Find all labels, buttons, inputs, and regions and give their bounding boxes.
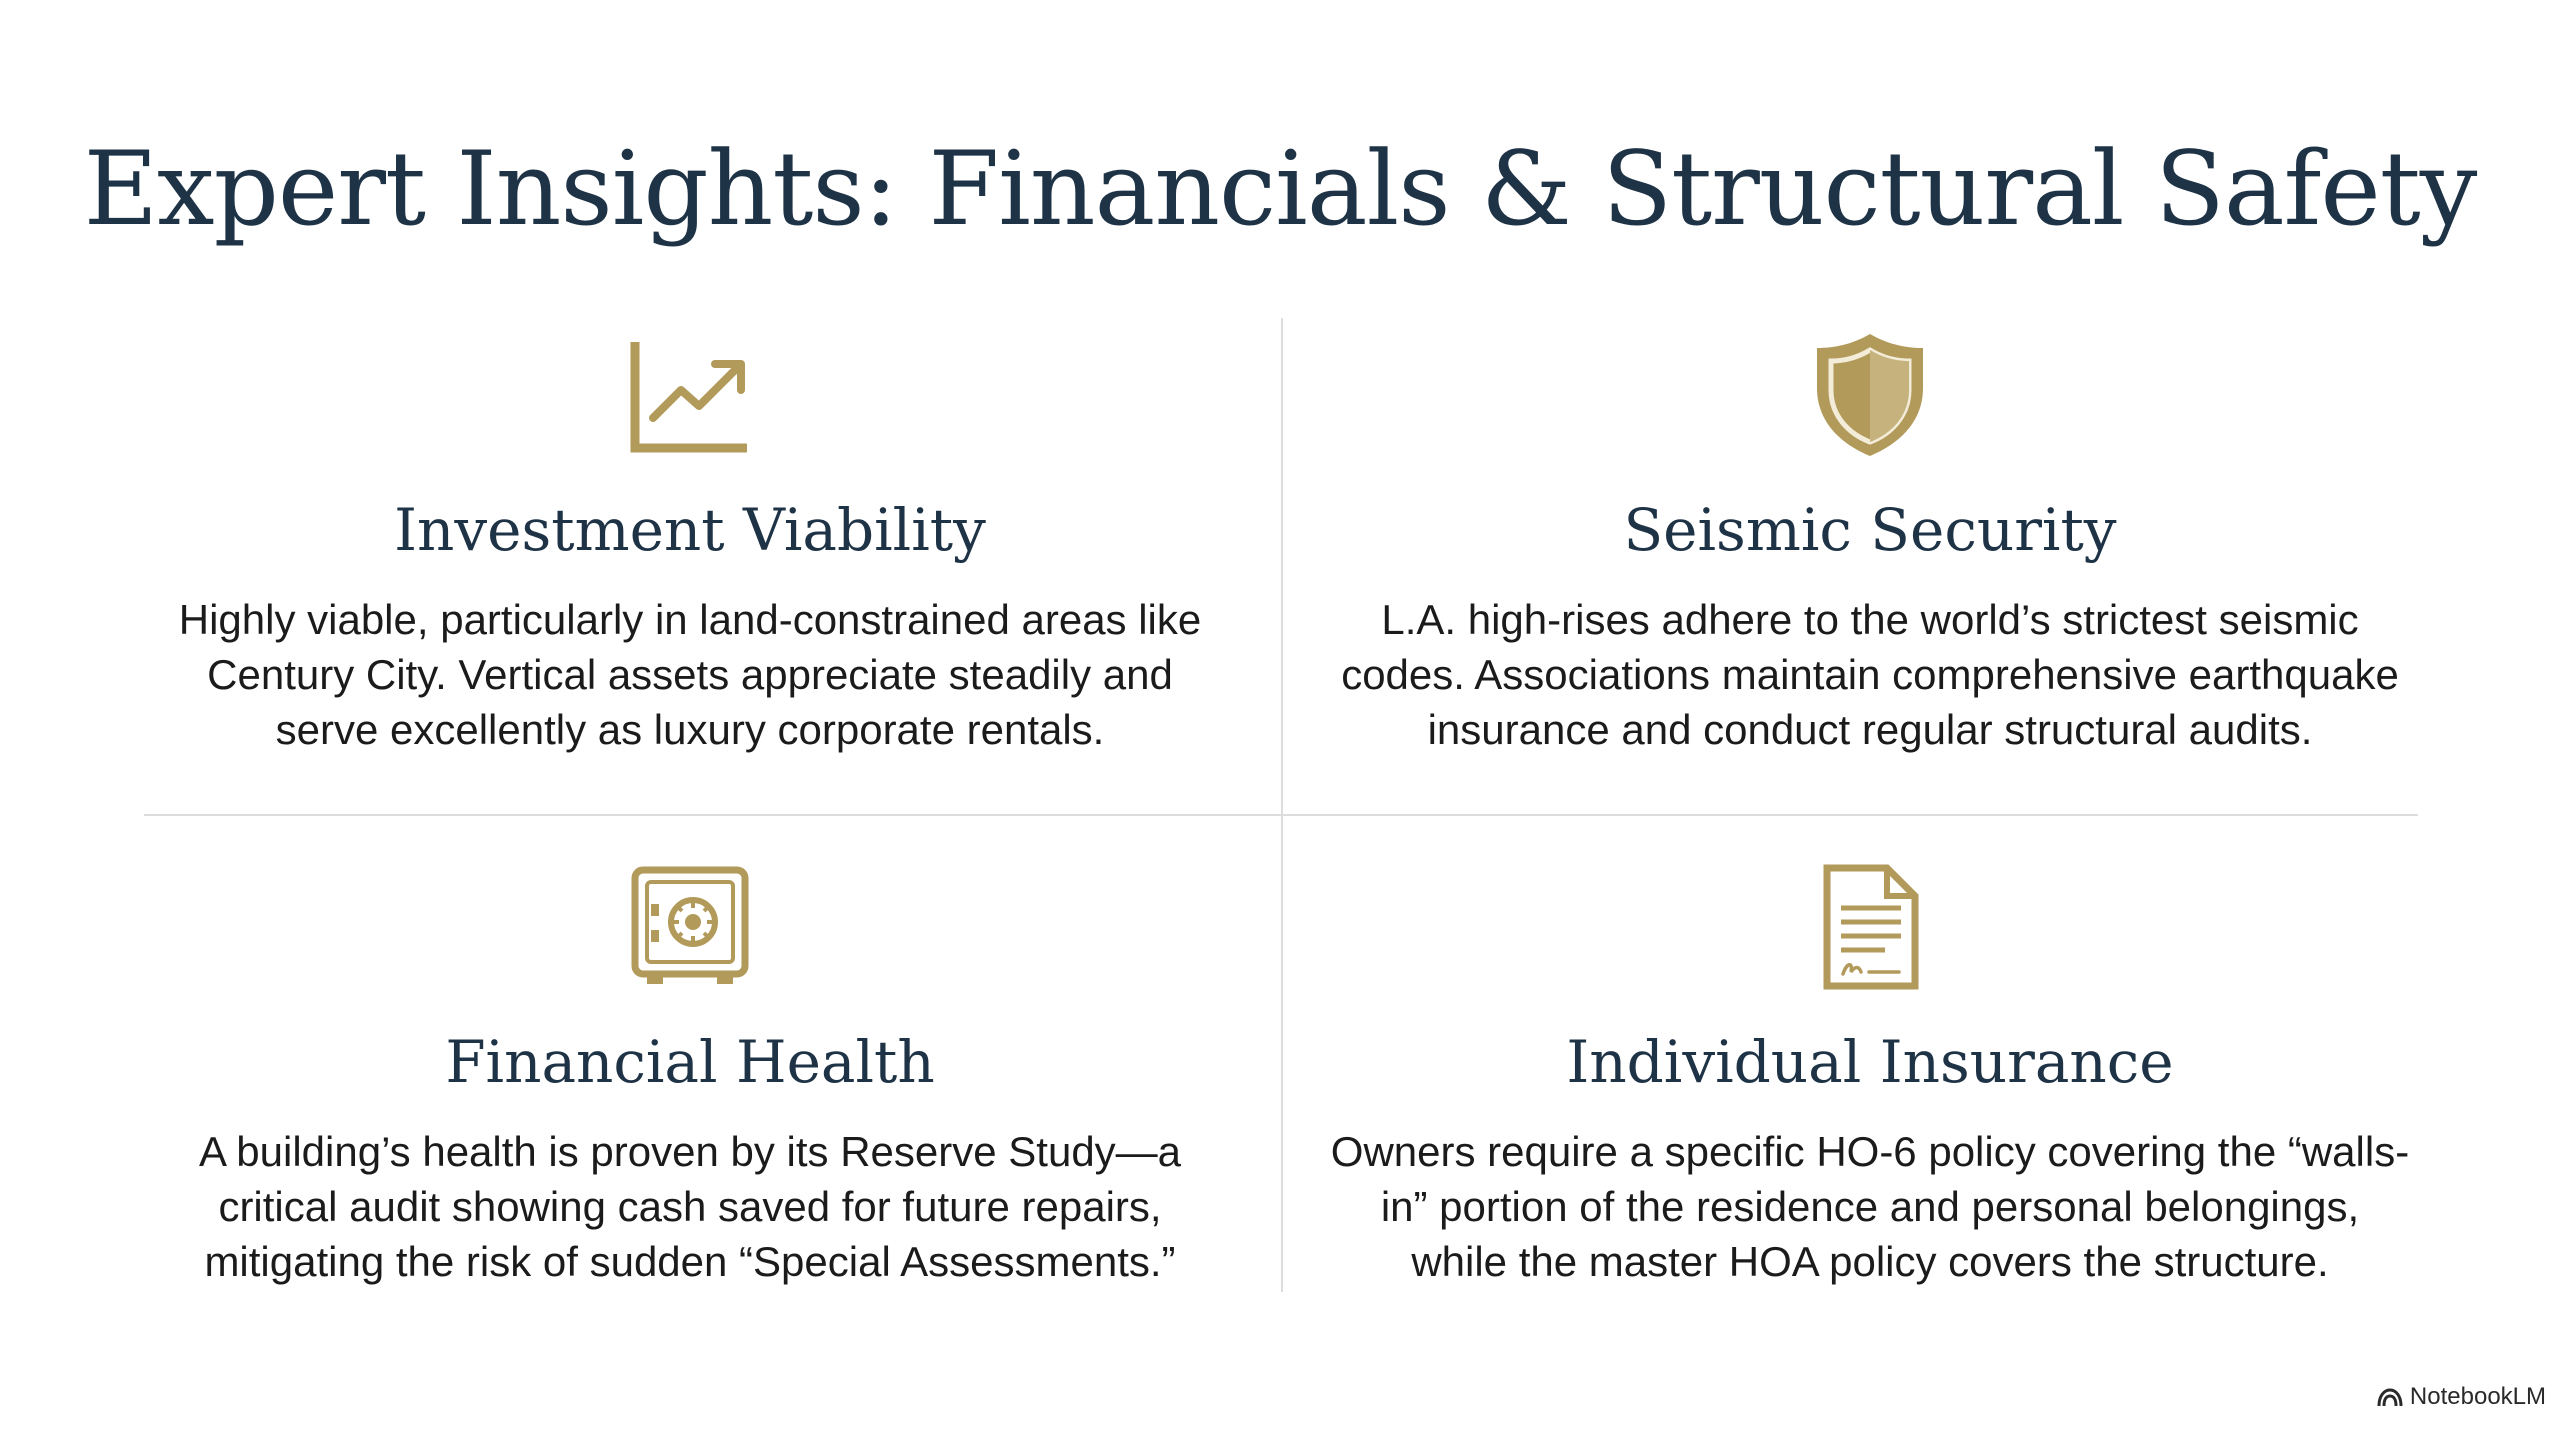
shield-icon (1320, 330, 2420, 460)
section-financial-health (140, 862, 1240, 1289)
section-body: Owners require a specific HO-6 policy covering the “walls- in” portion of the residence and personal belongings, while the master HOA policy covers the structure. (1330, 1128, 2410, 1285)
section-body: L.A. high-rises adhere to the world’s strictest seismic codes. Associations maintain comprehensive earthquake insurance and conduct regular structural audits. (1341, 596, 2399, 753)
section-heading: Financial Health (445, 1028, 935, 1096)
safe-icon (140, 862, 1240, 992)
vertical-divider (1281, 318, 1283, 1292)
section-investment-viability (140, 330, 1240, 757)
notebooklm-watermark (2376, 1383, 2546, 1411)
watermark-label: NotebookLM (2409, 1383, 2546, 1410)
notebooklm-logo-icon (2376, 1386, 2404, 1408)
section-body: Highly viable, particularly in land-constrained areas like Century City. Vertical assets appreciate steadily and serve excellently as luxury corporate rentals. (178, 596, 1202, 753)
section-heading: Individual Insurance (1566, 1028, 2174, 1096)
section-seismic-security (1320, 330, 2420, 757)
section-individual-insurance (1320, 862, 2420, 1289)
trend-chart-icon (140, 330, 1240, 460)
page-title: Expert Insights: Financials & Structural Safety (83, 130, 2477, 249)
section-body: A building’s health is proven by its Reserve Study—a critical audit showing cash saved for future repairs, mitigating the risk of sudden “Special Assessments.” (198, 1128, 1182, 1285)
document-icon (1320, 862, 2420, 992)
section-heading: Investment Viability (394, 496, 986, 564)
section-heading: Seismic Security (1623, 496, 2117, 564)
horizontal-divider (144, 814, 2418, 816)
